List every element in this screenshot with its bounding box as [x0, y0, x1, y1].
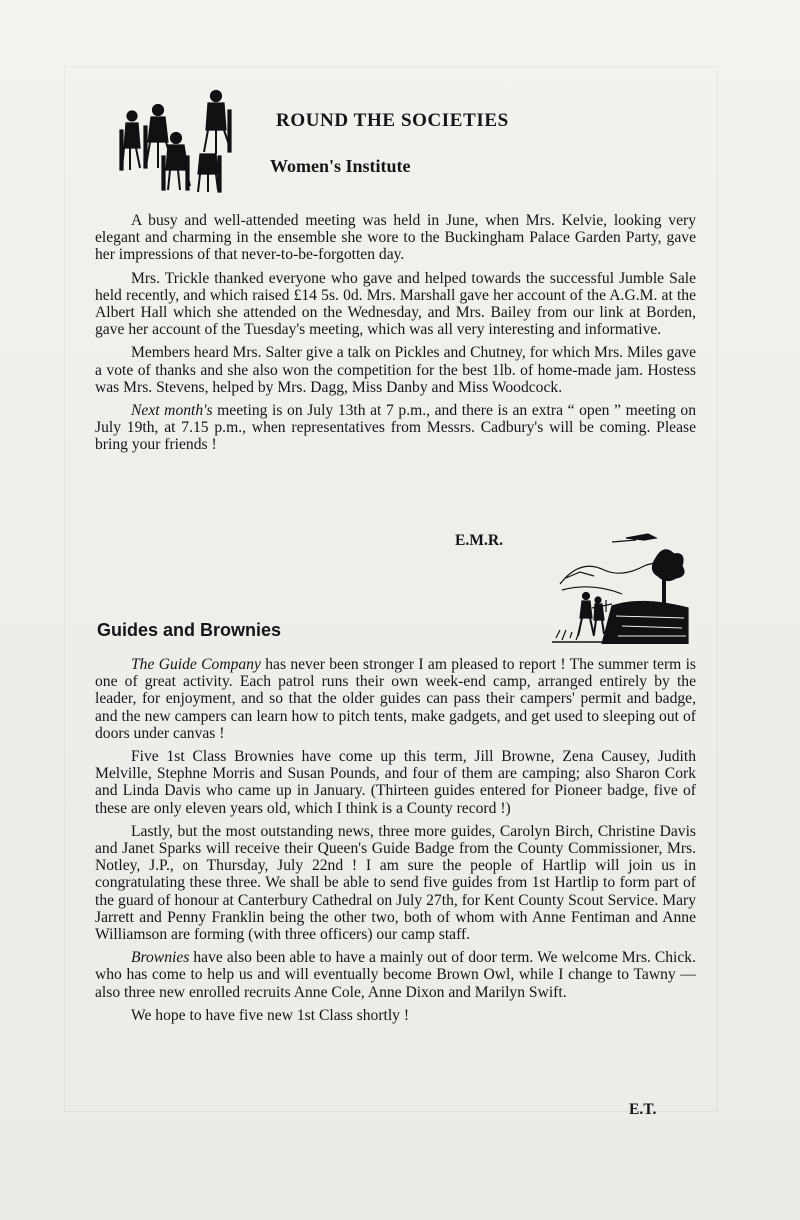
- paragraph-lead: Brownies: [131, 949, 190, 967]
- paragraph-text: Members heard Mrs. Salter give a talk on Pickles and Chutney, for which Mrs. Miles gave a vote of thanks and she also won the competition for the best 1lb. of home-made jam. Hostess was Mrs. Stevens, helped by Mrs. Dagg, Miss Danby and Miss Woodcock.: [95, 344, 696, 396]
- paragraph: [95, 344, 696, 396]
- paragraph-text: A busy and well-attended meeting was held in June, when Mrs. Kelvie, looking very elegant and charming in the ensemble she wore to the Buckingham Palace Garden Party, gave her impressions of that never-to-be-forgotten day.: [95, 212, 696, 264]
- paragraph-text: We hope to have five new 1st Class shortly !: [131, 1006, 410, 1024]
- paragraph-lead: The Guide Company: [131, 656, 261, 673]
- section-title-womens-institute: Women's Institute: [270, 156, 411, 176]
- paragraph: [95, 1007, 696, 1024]
- womens-institute-text: [95, 212, 696, 460]
- signature-et: E.T.: [629, 1101, 657, 1118]
- paragraph-text: has never been stronger I am pleased to report ! The summer term is one of great activity. Each patrol runs their own week-end camp, arranged entirely by the leader, for enjoyment, and so that the older guides can pass their campers' permit and badge, and the new campers can learn how to pitch tents, make gadgets, and get used to sleeping out of doors under canvas !: [95, 656, 696, 742]
- paragraph: [95, 656, 696, 742]
- paragraph: [95, 748, 696, 817]
- camping-landscape-icon: [552, 526, 692, 644]
- paragraph-text: have also been able to have a mainly out of door term. We welcome Mrs. Chick. who has come to help us and will eventually become Brown Owl, while I change to Tawny — also three new enrolled recruits Anne Cole, Anne Dixon and Marilyn Swift.: [95, 949, 696, 1001]
- page-title: ROUND THE SOCIETIES: [276, 110, 509, 131]
- section-title-guides-brownies: Guides and Brownies: [97, 620, 282, 640]
- paragraph-text: meeting is on July 13th at 7 p.m., and there is an extra “ open ” meeting on July 19th, at 7.15 p.m., when representatives from Messrs. Cadbury's will be coming. Please bring your friends !: [95, 402, 696, 454]
- paragraph: [95, 212, 696, 264]
- paragraph: [95, 823, 696, 943]
- signature-emr: E.M.R.: [455, 532, 504, 549]
- paragraph-text: Mrs. Trickle thanked everyone who gave and helped towards the successful Jumble Sale held recently, and which raised £14 5s. 0d. Mrs. Marshall gave her account of the A.G.M. at the Albert Hall which she attended on the Wednesday, and Mrs. Bailey from our link at Borden, gave her account of the Tuesday's meeting, which was all very interesting and informative.: [95, 269, 696, 339]
- paragraph-lead: Next month's: [131, 402, 213, 420]
- guides-brownies-text: [95, 656, 696, 1030]
- paragraph-text: Five 1st Class Brownies have come up this term, Jill Browne, Zena Causey, Judith Melville, Stephne Morris and Susan Pounds, and four of them are camping; also Sharon Cork and Linda Davis who came up in January. (Thirteen guides entered for Pioneer badge, five of these are only eleven years old, which I think is a County record !): [95, 748, 696, 817]
- paragraph: [95, 949, 696, 1001]
- paragraph-text: Lastly, but the most outstanding news, three more guides, Carolyn Birch, Christine Davis and Janet Sparks will receive their Queen's Guide Badge from the County Commissioner, Mrs. Notley, J.P., on Thursday, July 22nd ! I am sure the people of Hartlip will join us in congratulating these three. We shall be able to send five guides from 1st Hartlip to form part of the guard of honour at Canterbury Cathedral on July 27th, for Kent County Scout Service. Mary Jarrett and Penny Franklin being the other two, both of whom with Anne Fentiman and Anne Williamson are forming (with three officers) our camp staff.: [95, 822, 696, 944]
- paragraph: [95, 270, 696, 339]
- seated-women-meeting-icon: [118, 86, 238, 194]
- paragraph: [95, 402, 696, 454]
